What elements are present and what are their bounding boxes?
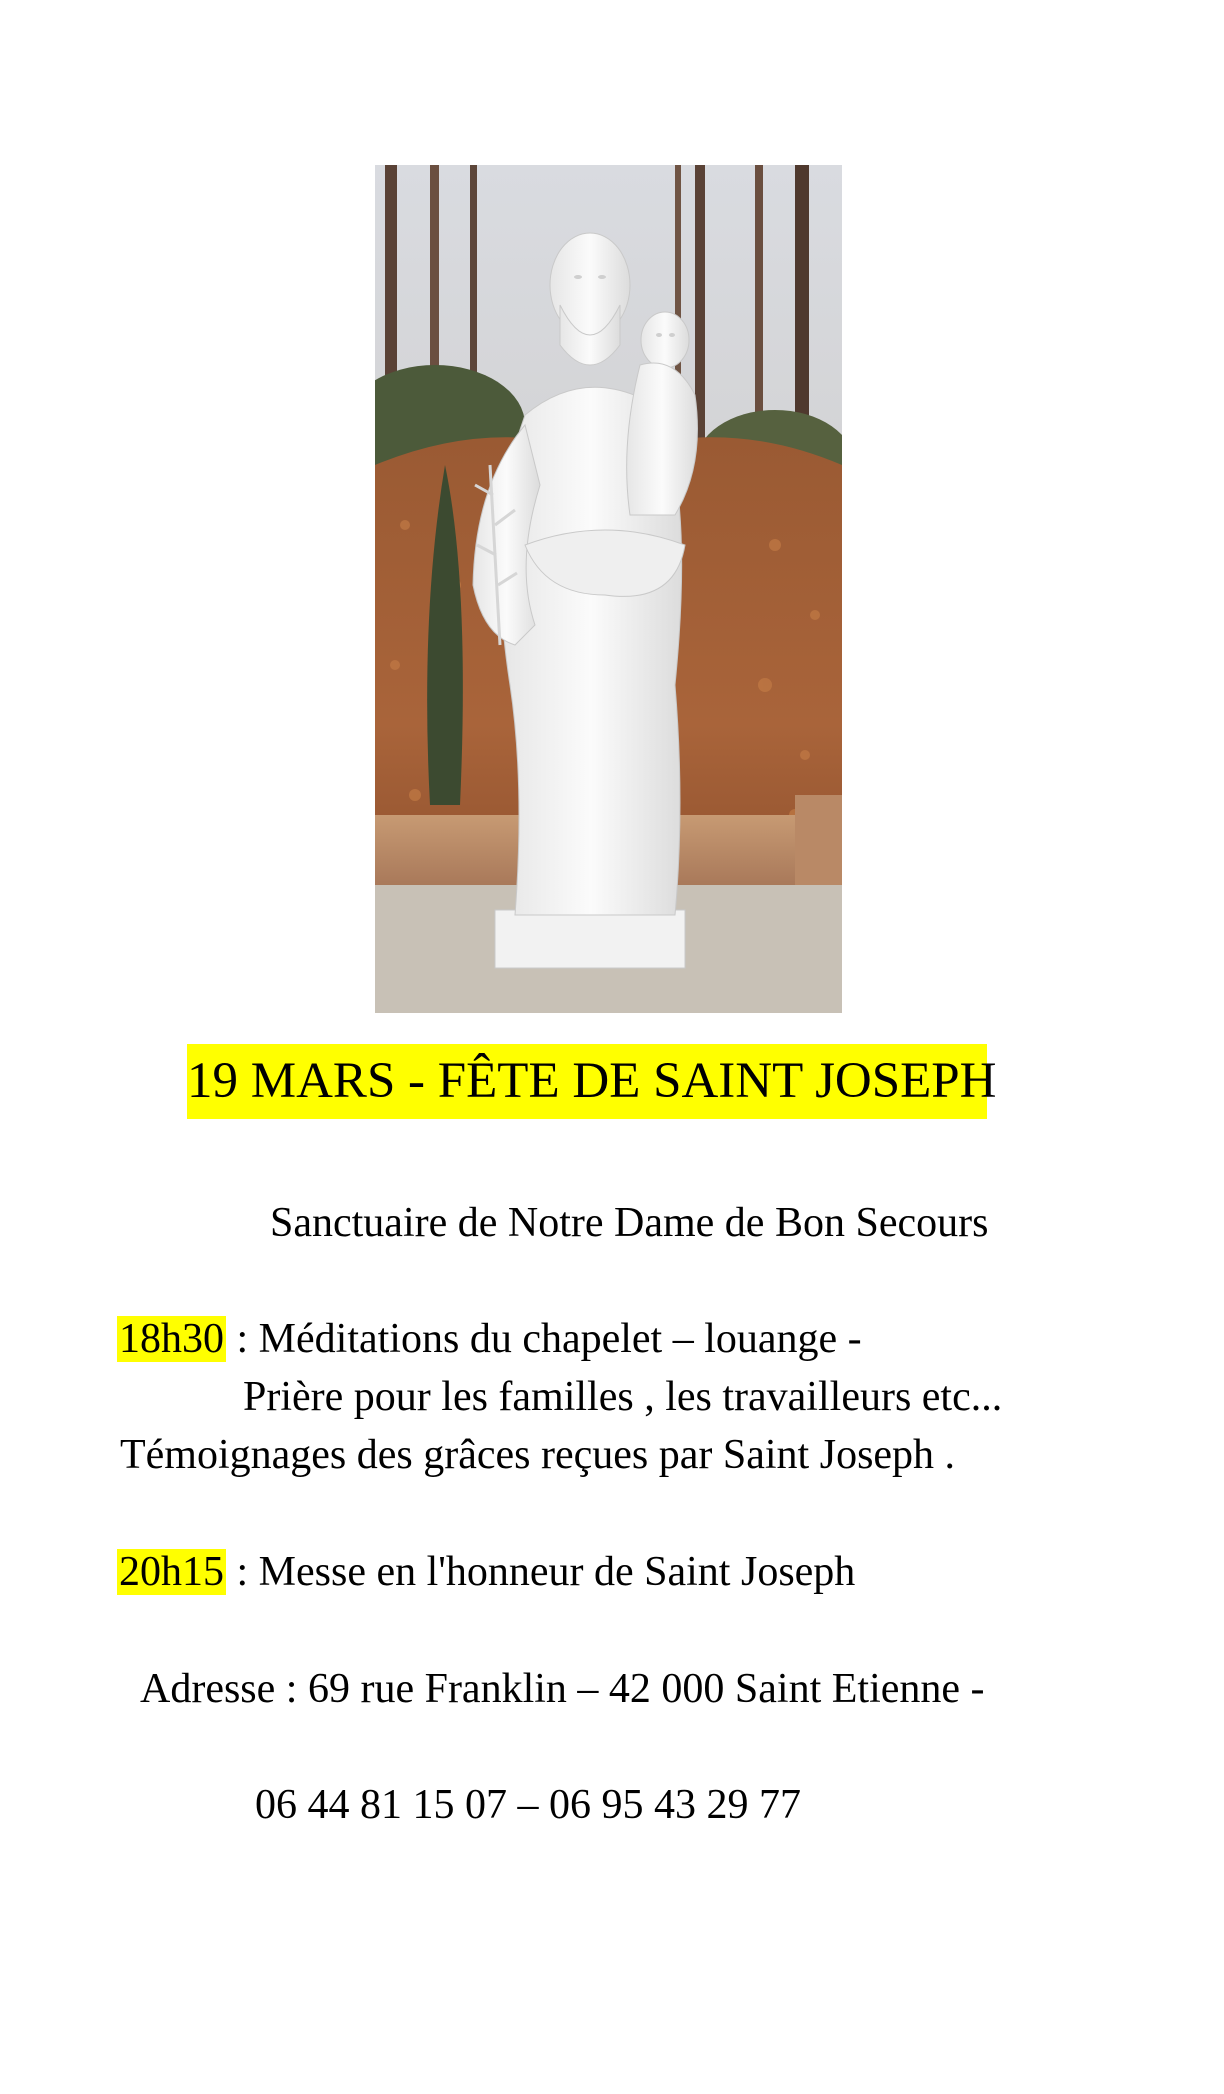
address-text: Adresse : 69 rue Franklin – 42 000 Saint Etienne - xyxy=(140,1666,985,1712)
page-title: 19 MARS - FÊTE DE SAINT JOSEPH xyxy=(187,1044,987,1119)
phone-numbers: 06 44 81 15 07 – 06 95 43 29 77 xyxy=(255,1782,801,1828)
schedule-item-1 xyxy=(117,1311,862,1367)
time-separator: : xyxy=(226,1549,259,1595)
schedule-line: Témoignages des grâces reçues par Saint Joseph . xyxy=(120,1432,956,1478)
schedule-item-2 xyxy=(117,1544,855,1600)
schedule-line: Messe en l'honneur de Saint Joseph xyxy=(258,1549,856,1595)
schedule-line: Méditations du chapelet – louange - xyxy=(258,1316,862,1362)
saint-joseph-statue-photo xyxy=(375,165,842,1013)
time-badge: 20h15 xyxy=(119,1549,224,1595)
schedule-line: Prière pour les familles , les travailleurs etc... xyxy=(243,1374,1003,1420)
venue-text: Sanctuaire de Notre Dame de Bon Secours xyxy=(270,1200,989,1246)
time-badge: 18h30 xyxy=(119,1316,224,1362)
time-separator: : xyxy=(226,1316,259,1362)
